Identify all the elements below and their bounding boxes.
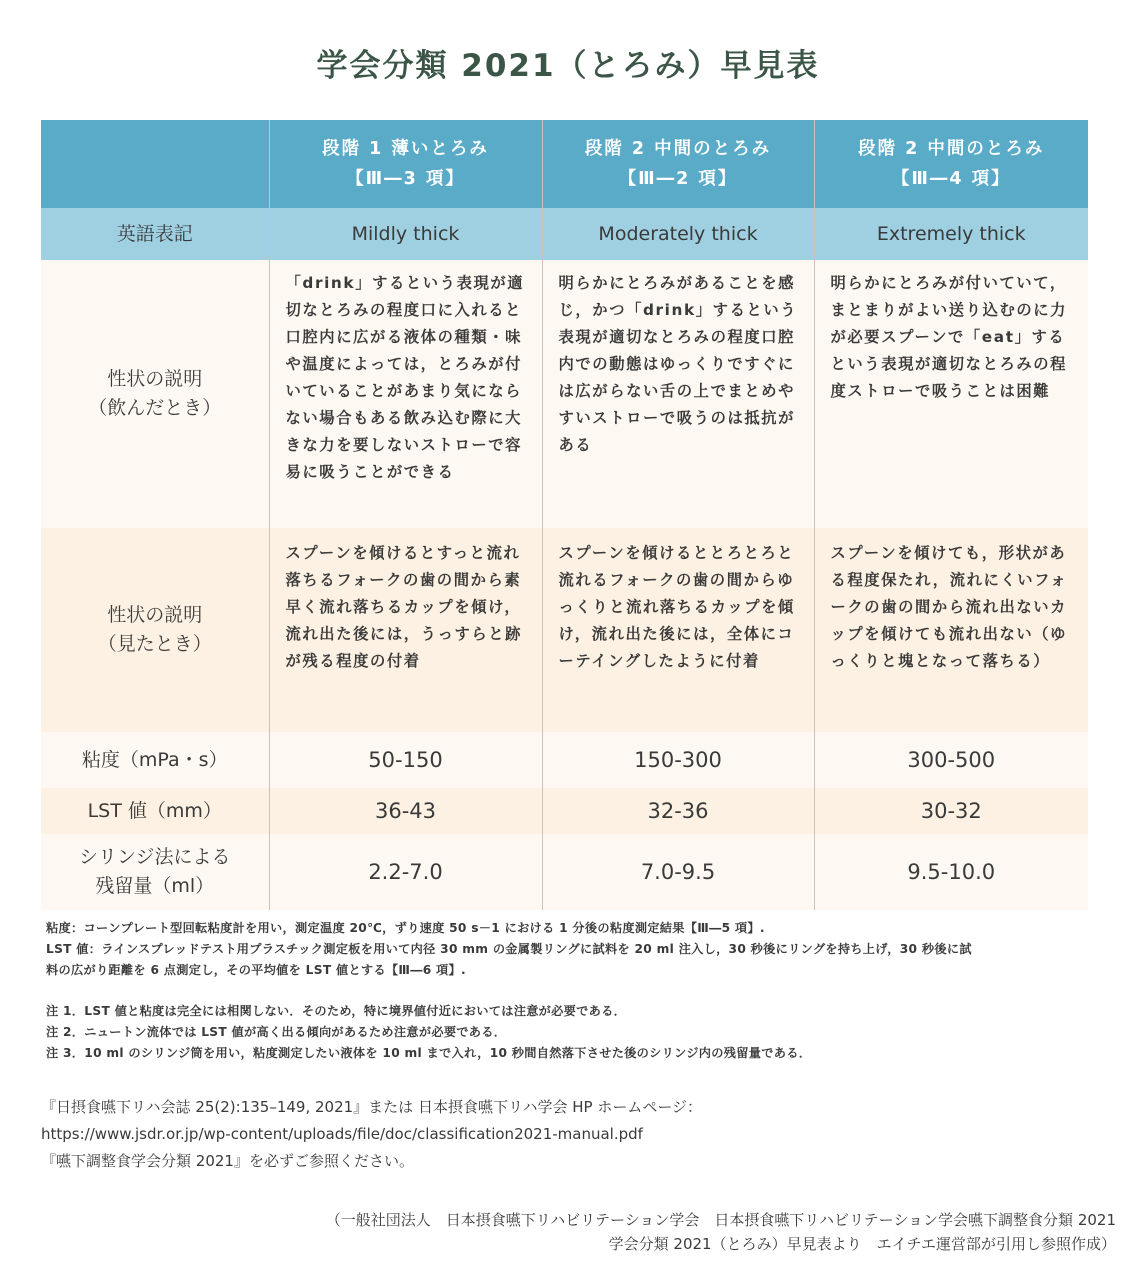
page-title: 学会分類 2021（とろみ）早見表: [316, 48, 820, 84]
viscosity-row-label: 粘度（mPa・s）: [41, 732, 269, 788]
drink-row-label: [41, 260, 269, 528]
english-level2: Moderately thick: [542, 208, 814, 260]
syringe-level3: 9.5-10.0: [814, 834, 1088, 910]
look-row-label-line1: 性状の説明: [107, 604, 203, 626]
source-credit: [116, 1208, 1116, 1256]
source-credit-line2: 学会分類 2021（とろみ）早見表より エイチエ運営部が引用し参照作成）: [608, 1235, 1116, 1253]
english-row: [41, 208, 1088, 260]
look-level3: スプーンを傾けても，形状がある程度保たれ，流れにくいフォークの歯の間から流れ出ないカップを傾けても流れ出ない（ゆっくりと塊となって落ちる）: [814, 528, 1088, 732]
header-level3-cell: [814, 120, 1088, 208]
thickness-classification-table: [41, 120, 1088, 910]
note-2: 注 2．ニュートン流体では LST 値が高く出る傾向があるため注意が必要である．: [46, 1025, 507, 1039]
note-viscosity-definition: 粘度：コーンプレート型回転粘度計を用い，測定温度 20℃，ずり速度 50 s－1 における 1 分後の粘度測定結果【Ⅲ―5 項】.: [46, 921, 765, 935]
header-level1-name: 段階 1 薄いとろみ: [322, 139, 489, 159]
table-header-row: [41, 120, 1088, 208]
reference-journal: 『日摂食嚥下リハ会誌 25(2):135–149, 2021』または 日本摂食嚥下リハ学会 HP ホームページ：: [41, 1098, 703, 1116]
lst-level2: 32-36: [542, 788, 814, 834]
reference-block: [41, 1094, 1101, 1175]
syringe-level1: 2.2-7.0: [269, 834, 542, 910]
look-row-label-line2: （見たとき）: [97, 633, 212, 655]
header-level3-ref: 【Ⅲ―4 項】: [891, 169, 1011, 189]
drink-level1: 「drink」するという表現が適切なとろみの程度口に入れると口腔内に広がる液体の種類・味や温度によっては，とろみが付いていることがあまり気にならない場合もある飲み込む際に大きな力を要しないストローで容易に吸うことができる: [269, 260, 542, 528]
drink-level2: 明らかにとろみがあることを感じ，かつ「drink」するという表現が適切なとろみの程度口腔内での動態はゆっくりですぐには広がらない舌の上でまとめやすいストローで吸うのは抵抗がある: [542, 260, 814, 528]
source-credit-line1: （一般社団法人 日本摂食嚥下リハビリテーション学会 日本摂食嚥下リハビリテーション学会嚥下調整食分類 2021: [325, 1211, 1116, 1229]
viscosity-level1: 50-150: [269, 732, 542, 788]
lst-row-label: LST 値（mm）: [41, 788, 269, 834]
syringe-row-label-line2: 残留量（ml）: [95, 875, 215, 897]
header-corner-cell: [41, 120, 269, 208]
reference-url: https://www.jsdr.or.jp/wp-content/uploads/file/doc/classification2021-manual.pdf: [41, 1125, 643, 1143]
syringe-row: [41, 834, 1088, 910]
look-level1: スプーンを傾けるとすっと流れ落ちるフォークの歯の間から素早く流れ落ちるカップを傾け，流れ出た後には，うっすらと跡が残る程度の付着: [269, 528, 542, 732]
drink-description-row: [41, 260, 1088, 528]
header-level1-ref: 【Ⅲ―3 項】: [346, 169, 465, 189]
english-row-label: 英語表記: [41, 208, 269, 260]
viscosity-row: [41, 732, 1088, 788]
header-level2-name: 段階 2 中間のとろみ: [584, 139, 772, 159]
drink-row-label-line1: 性状の説明: [107, 368, 203, 390]
footnotes: [46, 918, 1096, 1064]
lst-level3: 30-32: [814, 788, 1088, 834]
syringe-row-label: [41, 834, 269, 910]
english-level1: Mildly thick: [269, 208, 542, 260]
lst-level1: 36-43: [269, 788, 542, 834]
drink-level3: 明らかにとろみが付いていて，まとまりがよい送り込むのに力が必要スプーンで「eat」するという表現が適切なとろみの程度ストローで吸うことは困難: [814, 260, 1088, 528]
syringe-row-label-line1: シリンジ法による: [78, 846, 231, 868]
note-1: 注 1．LST 値と粘度は完全には相関しない．そのため，特に境界値付近においては注意が必要である．: [46, 1004, 627, 1018]
viscosity-level2: 150-300: [542, 732, 814, 788]
look-row-label: [41, 528, 269, 732]
look-level2: スプーンを傾けるととろとろと流れるフォークの歯の間からゆっくりと流れ落ちるカップを傾け，流れ出た後には，全体にコーテイングしたように付着: [542, 528, 814, 732]
header-level2-ref: 【Ⅲ―2 項】: [618, 169, 738, 189]
syringe-level2: 7.0-9.5: [542, 834, 814, 910]
header-level3-name: 段階 2 中間のとろみ: [858, 139, 1045, 159]
header-level1-cell: [269, 120, 542, 208]
reference-instruction: 『嚥下調整食学会分類 2021』を必ずご参照ください。: [41, 1152, 414, 1170]
english-level3: Extremely thick: [814, 208, 1088, 260]
note-lst-definition-line2: 料の広がり距離を 6 点測定し，その平均値を LST 値とする【Ⅲ―6 項】.: [46, 963, 466, 977]
viscosity-level3: 300-500: [814, 732, 1088, 788]
lst-row: [41, 788, 1088, 834]
note-3: 注 3．10 ml のシリンジ筒を用い，粘度測定したい液体を 10 ml まで入れ，10 秒間自然落下させた後のシリンジ内の残留量である．: [46, 1046, 812, 1060]
note-lst-definition-line1: LST 値：ラインスプレッドテスト用プラスチック測定板を用いて内径 30 mm の金属製リングに試料を 20 ml 注入し，30 秒後にリングを持ち上げ，30 秒後に試: [46, 942, 972, 956]
look-description-row: [41, 528, 1088, 732]
drink-row-label-line2: （飲んだとき）: [88, 397, 222, 419]
header-level2-cell: [542, 120, 814, 208]
